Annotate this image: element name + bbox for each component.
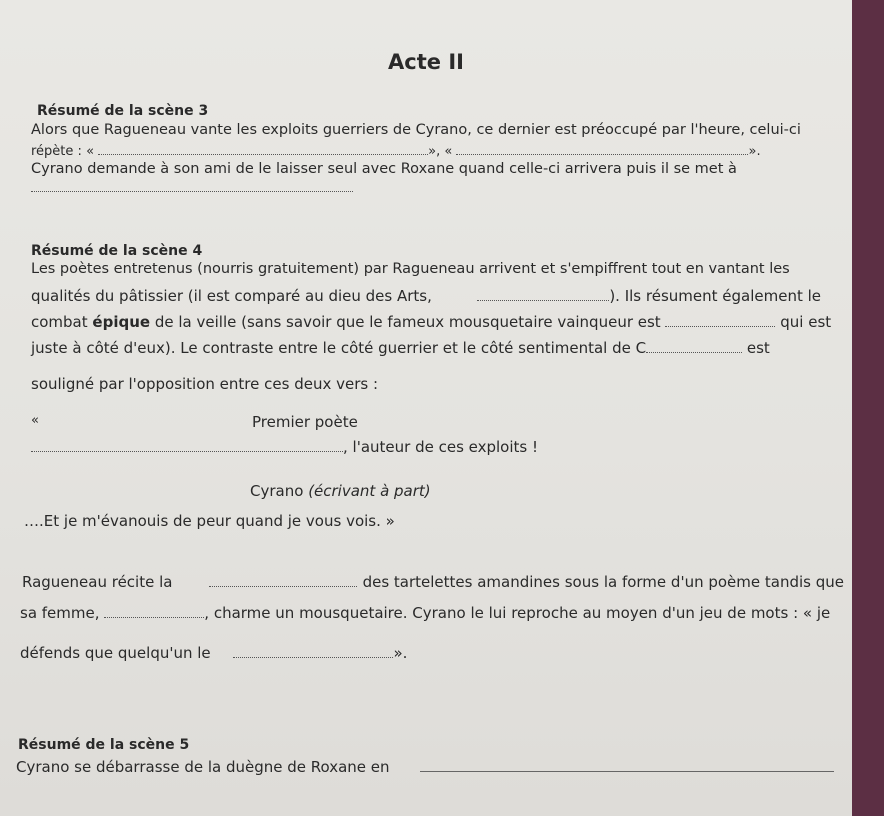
answer-blank-6[interactable] bbox=[646, 341, 742, 353]
scene4-line3 bbox=[31, 313, 832, 331]
answer-blank-3[interactable] bbox=[31, 180, 353, 192]
ragueneau-line3b: ». bbox=[393, 644, 408, 662]
scene4-line4a: juste à côté d'eux). Le contraste entre le côté guerrier et le côté sentimental de C bbox=[31, 339, 647, 357]
scene4-line3a: combat bbox=[31, 313, 88, 331]
answer-blank-1[interactable] bbox=[98, 143, 428, 155]
repete-label: répète : bbox=[31, 144, 82, 159]
ragueneau-line1a: Ragueneau récite la bbox=[22, 573, 173, 591]
answer-blank-9[interactable] bbox=[104, 606, 204, 618]
open-quote: « bbox=[86, 144, 95, 159]
answer-blank-4[interactable] bbox=[477, 289, 609, 301]
answer-blank-8[interactable] bbox=[209, 575, 357, 587]
scene4-line5: souligné par l'opposition entre ces deux vers : bbox=[31, 375, 378, 393]
verse1-line bbox=[31, 440, 538, 455]
ragueneau-line2 bbox=[20, 606, 830, 621]
speaker-premier-poete: Premier poète bbox=[252, 413, 358, 431]
scene5-heading: Résumé de la scène 5 bbox=[18, 737, 190, 753]
answer-blank-5[interactable] bbox=[665, 315, 775, 327]
scene3-line2 bbox=[31, 143, 761, 158]
speaker-cyrano-name: Cyrano bbox=[250, 482, 304, 500]
answer-blank-11[interactable] bbox=[420, 760, 834, 772]
stage-direction: (écrivant à part) bbox=[308, 482, 431, 500]
ragueneau-line2b: , charme un mousquetaire. Cyrano le lui reproche au moyen d'un jeu de mots : « je bbox=[204, 604, 831, 622]
verse1-end: , l'auteur de ces exploits ! bbox=[343, 438, 539, 456]
ragueneau-line1b: des tartelettes amandines sous la forme d'un poème tandis que bbox=[362, 573, 844, 591]
ragueneau-line2a: sa femme, bbox=[20, 604, 100, 622]
scene4-heading: Résumé de la scène 4 bbox=[31, 243, 203, 259]
speaker-cyrano bbox=[250, 484, 431, 499]
scene4-line3c: qui est bbox=[780, 313, 832, 331]
scene4-line1: Les poètes entretenus (nourris gratuitement) par Ragueneau arrivent et s'empiffrent tout en vantant les bbox=[31, 261, 790, 277]
scene3-heading: Résumé de la scène 3 bbox=[37, 103, 209, 119]
scene5-text: Cyrano se débarrasse de la duègne de Roxane en bbox=[16, 758, 390, 776]
scene4-line2a: qualités du pâtissier (il est comparé au dieu des Arts, bbox=[31, 287, 432, 305]
ragueneau-line3 bbox=[20, 646, 407, 661]
scene4-line3b: de la veille (sans savoir que le fameux mousquetaire vainqueur est bbox=[154, 313, 661, 331]
scene4-line4 bbox=[31, 341, 821, 356]
answer-blank-7[interactable] bbox=[31, 440, 343, 452]
answer-blank-2[interactable] bbox=[456, 143, 748, 155]
scene4-line2b: ). Ils résument également le bbox=[609, 287, 821, 305]
verse2-line: ….Et je m'évanouis de peur quand je vous vois. » bbox=[24, 512, 395, 530]
scene4-line2 bbox=[31, 289, 821, 304]
scene4-epique: épique bbox=[92, 313, 151, 331]
mid-quote: », « bbox=[428, 144, 453, 159]
scene3-line4 bbox=[31, 179, 353, 195]
scene3-line1: Alors que Ragueneau vante les exploits guerriers de Cyrano, ce dernier est préoccupé par l'heure, celui-ci bbox=[31, 122, 801, 138]
ragueneau-line1 bbox=[22, 575, 844, 590]
page-title: Acte II bbox=[388, 50, 464, 74]
ragueneau-line3a: défends que quelqu'un le bbox=[20, 644, 211, 662]
answer-blank-10[interactable] bbox=[233, 646, 393, 658]
verse1-open-quote: « bbox=[31, 413, 39, 428]
background-edge bbox=[852, 0, 884, 816]
scene5-line1 bbox=[16, 760, 834, 775]
close-quote: ». bbox=[748, 144, 761, 159]
scene4-line4b: est bbox=[746, 339, 770, 357]
scene3-line3: Cyrano demande à son ami de le laisser seul avec Roxane quand celle-ci arrivera puis il se met à bbox=[31, 161, 737, 177]
